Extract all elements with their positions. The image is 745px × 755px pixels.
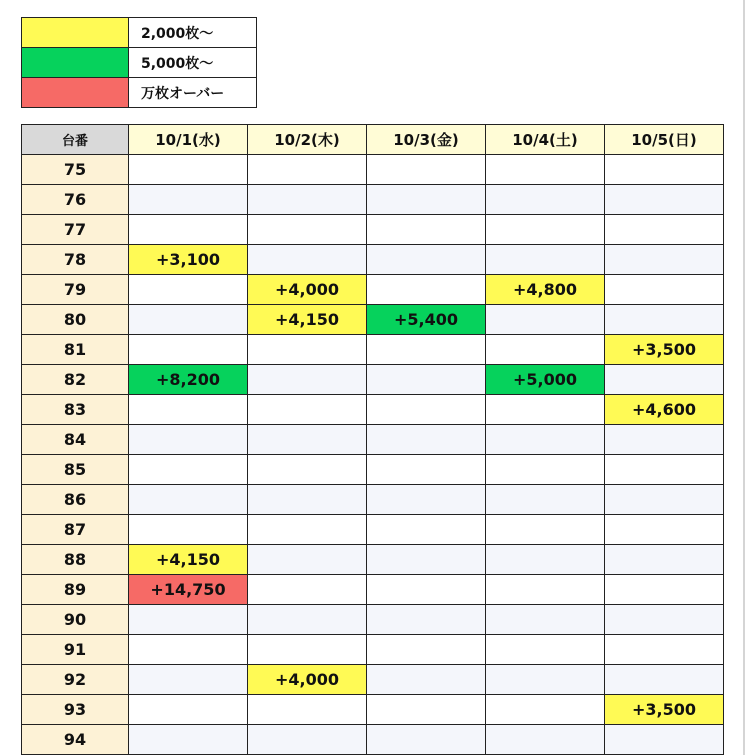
payout-cell: [367, 545, 486, 575]
machine-number: 91: [22, 635, 129, 665]
payout-cell: [486, 455, 605, 485]
payout-cell: [129, 725, 248, 755]
legend-row: [22, 78, 257, 108]
legend-swatch: [22, 48, 129, 78]
payout-cell: [129, 635, 248, 665]
table-row: [22, 575, 724, 605]
machine-number-header: 台番: [22, 125, 129, 155]
payout-cell: [605, 365, 724, 395]
table-row: [22, 695, 724, 725]
payout-cell: +4,000: [248, 275, 367, 305]
payout-cell: [248, 395, 367, 425]
payout-cell: [129, 605, 248, 635]
machine-number: 87: [22, 515, 129, 545]
machine-number: 80: [22, 305, 129, 335]
payout-cell: [129, 185, 248, 215]
payout-cell: [129, 275, 248, 305]
payout-cell: [248, 485, 367, 515]
payout-cell: [248, 365, 367, 395]
payout-cell: +4,150: [248, 305, 367, 335]
payout-cell: [367, 575, 486, 605]
payout-cell: [248, 155, 367, 185]
payout-cell: [486, 485, 605, 515]
table-row: [22, 635, 724, 665]
machine-number: 81: [22, 335, 129, 365]
payout-cell: [486, 335, 605, 365]
payout-cell: [367, 635, 486, 665]
payout-cell: [129, 485, 248, 515]
payout-cell: [486, 245, 605, 275]
table-row: [22, 305, 724, 335]
legend-swatch: [22, 18, 129, 48]
machine-number: 82: [22, 365, 129, 395]
payout-cell: [129, 695, 248, 725]
payout-cell: [129, 155, 248, 185]
payout-cell: [486, 575, 605, 605]
payout-cell: [367, 155, 486, 185]
payout-cell: [605, 635, 724, 665]
payout-cell: [605, 185, 724, 215]
payout-cell: [486, 305, 605, 335]
payout-cell: [248, 575, 367, 605]
payout-cell: [129, 215, 248, 245]
machine-number: 77: [22, 215, 129, 245]
payout-cell: [248, 245, 367, 275]
table-row: [22, 665, 724, 695]
table-row: [22, 725, 724, 755]
payout-cell: +4,800: [486, 275, 605, 305]
table-row: [22, 425, 724, 455]
machine-number: 92: [22, 665, 129, 695]
payout-cell: [367, 275, 486, 305]
machine-number: 84: [22, 425, 129, 455]
payout-cell: [486, 215, 605, 245]
legend-label: 5,000枚～: [129, 48, 257, 78]
table-row: [22, 275, 724, 305]
table-row: [22, 155, 724, 185]
payout-cell: +14,750: [129, 575, 248, 605]
payout-cell: [129, 455, 248, 485]
payout-cell: [605, 605, 724, 635]
machine-number: 78: [22, 245, 129, 275]
payout-cell: [605, 245, 724, 275]
payout-cell: [605, 455, 724, 485]
table-row: [22, 185, 724, 215]
payout-cell: [486, 605, 605, 635]
machine-number: 90: [22, 605, 129, 635]
payout-cell: [248, 185, 367, 215]
payout-cell: [248, 455, 367, 485]
legend-row: [22, 18, 257, 48]
table-row: [22, 485, 724, 515]
payout-cell: [486, 155, 605, 185]
table-row: [22, 455, 724, 485]
machine-number: 85: [22, 455, 129, 485]
legend-label: 2,000枚～: [129, 18, 257, 48]
table-body: [22, 155, 724, 755]
payout-cell: +5,400: [367, 305, 486, 335]
day-header: 10/3(金): [367, 125, 486, 155]
payout-cell: [486, 545, 605, 575]
payout-cell: [248, 635, 367, 665]
payout-cell: [486, 395, 605, 425]
payout-cell: [605, 545, 724, 575]
machine-number: 79: [22, 275, 129, 305]
legend-body: [22, 18, 257, 108]
legend-swatch: [22, 78, 129, 108]
payout-cell: +8,200: [129, 365, 248, 395]
payout-cell: [605, 425, 724, 455]
legend-label: 万枚オーバー: [129, 78, 257, 108]
day-header: 10/1(水): [129, 125, 248, 155]
payout-cell: [605, 305, 724, 335]
payout-cell: [367, 515, 486, 545]
payout-cell: [486, 725, 605, 755]
table-row: [22, 545, 724, 575]
table-row: [22, 245, 724, 275]
payout-cell: [367, 365, 486, 395]
day-header: 10/5(日): [605, 125, 724, 155]
payout-cell: [605, 725, 724, 755]
payout-cell: +3,500: [605, 695, 724, 725]
payout-cell: +4,600: [605, 395, 724, 425]
machine-number: 88: [22, 545, 129, 575]
payout-cell: [486, 185, 605, 215]
table-row: [22, 335, 724, 365]
machine-number: 83: [22, 395, 129, 425]
payout-cell: [129, 395, 248, 425]
payout-cell: [367, 605, 486, 635]
payout-cell: [367, 425, 486, 455]
payout-cell: +4,000: [248, 665, 367, 695]
table-row: [22, 365, 724, 395]
payout-cell: [605, 575, 724, 605]
payout-cell: [605, 515, 724, 545]
payout-cell: [248, 605, 367, 635]
payout-cell: [367, 215, 486, 245]
payout-cell: [248, 215, 367, 245]
table-row: [22, 605, 724, 635]
payout-cell: [248, 725, 367, 755]
payout-cell: [129, 515, 248, 545]
day-header: 10/4(土): [486, 125, 605, 155]
payout-cell: [248, 515, 367, 545]
payout-cell: [129, 665, 248, 695]
payout-cell: [129, 335, 248, 365]
payout-cell: [367, 665, 486, 695]
payout-cell: [129, 305, 248, 335]
machine-number: 76: [22, 185, 129, 215]
table-row: [22, 215, 724, 245]
payout-cell: [605, 215, 724, 245]
machine-number: 93: [22, 695, 129, 725]
payout-cell: [486, 695, 605, 725]
payout-cell: [605, 155, 724, 185]
payout-cell: [248, 335, 367, 365]
payout-cell: [367, 335, 486, 365]
payout-cell: [367, 245, 486, 275]
payout-cell: [248, 695, 367, 725]
payout-cell: [367, 185, 486, 215]
machine-number: 75: [22, 155, 129, 185]
payout-cell: [248, 425, 367, 455]
machine-number: 89: [22, 575, 129, 605]
table-row: [22, 515, 724, 545]
payout-cell: [486, 665, 605, 695]
payout-cell: [367, 725, 486, 755]
day-header: 10/2(木): [248, 125, 367, 155]
payout-cell: [367, 485, 486, 515]
payout-cell: +3,100: [129, 245, 248, 275]
payout-cell: [248, 545, 367, 575]
payout-cell: [605, 275, 724, 305]
machine-number: 86: [22, 485, 129, 515]
machine-number: 94: [22, 725, 129, 755]
payout-cell: [367, 695, 486, 725]
payout-cell: [367, 395, 486, 425]
payout-cell: [486, 425, 605, 455]
payout-cell: [486, 635, 605, 665]
payout-cell: [367, 455, 486, 485]
payout-cell: [486, 515, 605, 545]
payout-cell: +5,000: [486, 365, 605, 395]
table-row: [22, 395, 724, 425]
payout-table: [21, 124, 724, 755]
payout-cell: +4,150: [129, 545, 248, 575]
legend-row: [22, 48, 257, 78]
header-row: [22, 125, 724, 155]
payout-cell: +3,500: [605, 335, 724, 365]
legend-table: [21, 17, 257, 108]
payout-cell: [605, 485, 724, 515]
payout-cell: [129, 425, 248, 455]
payout-cell: [605, 665, 724, 695]
